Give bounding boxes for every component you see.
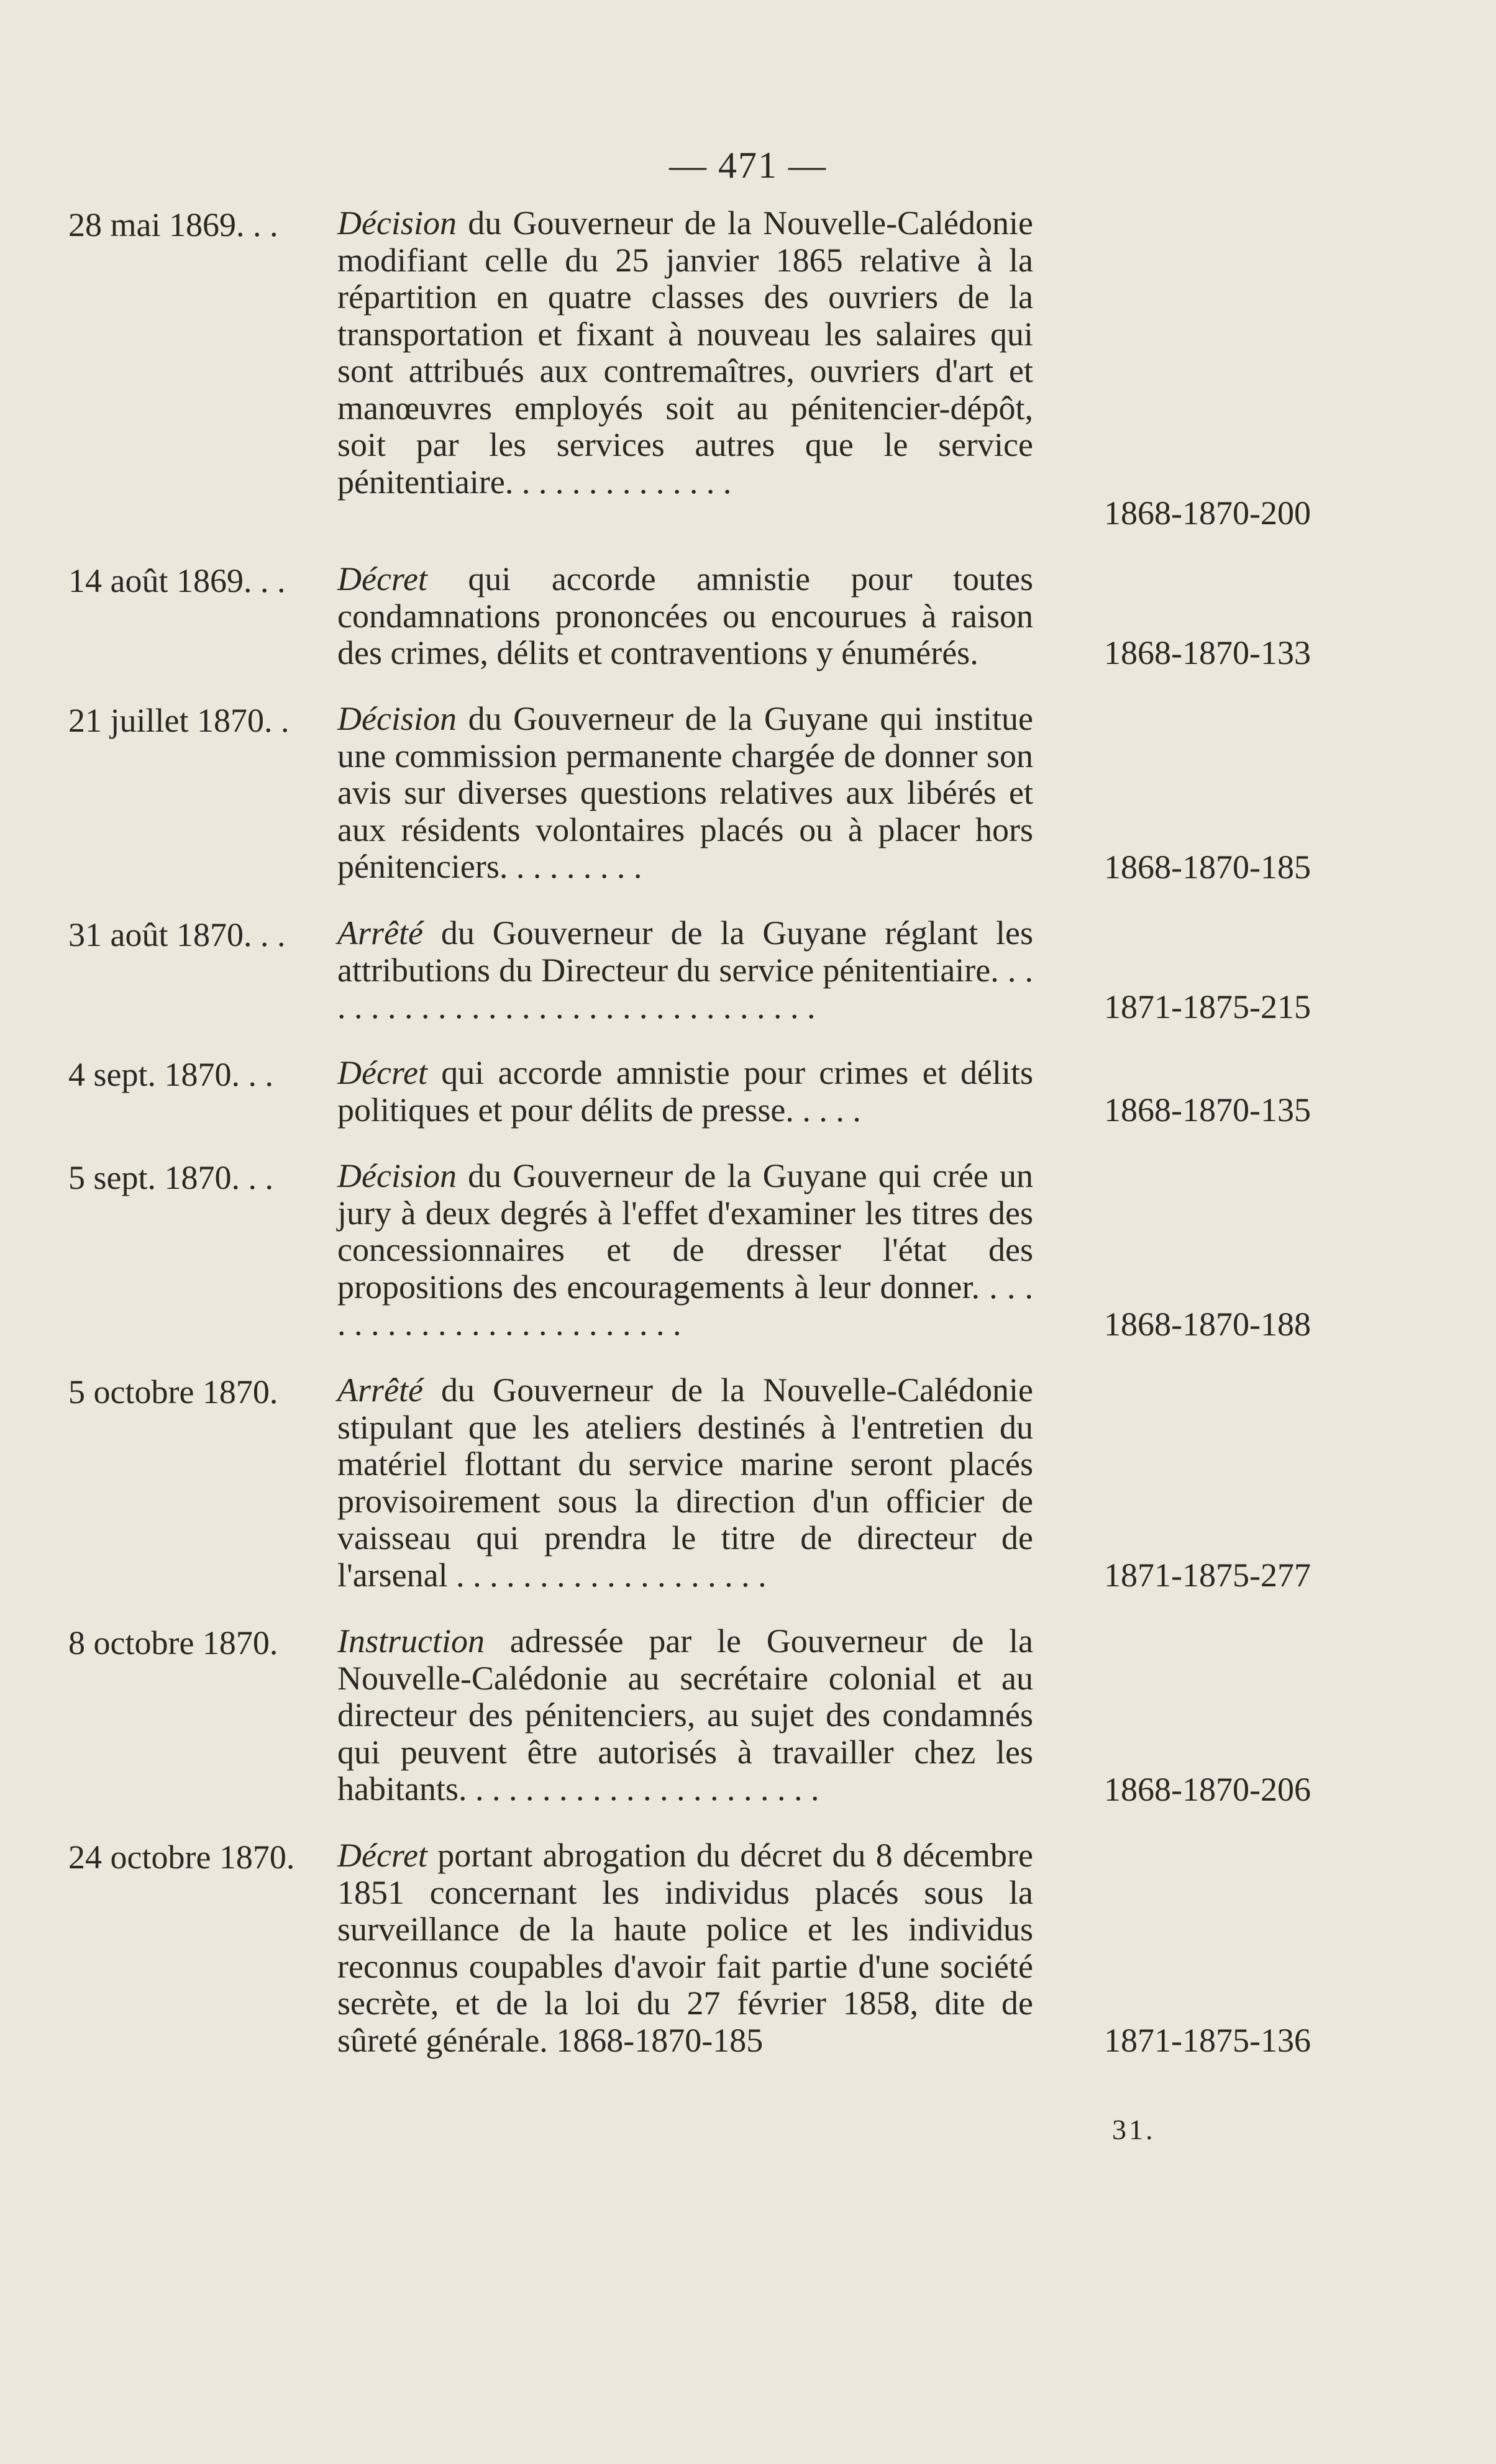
entry-act-type: Arrêté — [337, 1371, 423, 1409]
list-item — [68, 701, 1311, 886]
entry-date: 14 août 1869. . . — [68, 562, 286, 599]
entry-date: 28 mai 1869. . . — [68, 206, 278, 243]
entry-date: 21 juillet 1870. . — [68, 702, 290, 739]
entry-text: du Gouverneur de la Nouvelle-Calédonie modifiant celle du 25 janvier 1865 relative à la répartition en quatre classes des ouvriers de la transportation et fixant à nouveau les salaires qui sont attribués aux contremaîtres, ouvriers d'art et manœuvres employés soit au pénitencier-dépôt, soit par les services autres que le service pénitentiaire. . . . . . . . . . . . . . — [337, 204, 1033, 501]
signature-mark: 31. — [1112, 2114, 1156, 2145]
entry-description — [337, 1623, 1033, 1808]
list-item — [68, 1055, 1311, 1129]
entry-reference: 1868-1870-188 — [1104, 1305, 1311, 1343]
entry-description — [337, 915, 1033, 1026]
list-item — [68, 561, 1311, 671]
entry-reference: 1868-1870-185 — [1104, 848, 1311, 886]
chronological-list — [68, 205, 1311, 2088]
entry-text: du Gouverneur de la Nouvelle-Calédonie stipulant que les ateliers destinés à l'entretien du matériel flottant du service marine seront placés provisoirement sous la direction d'un officier de vaisseau qui prendra le titre de directeur de l'arsenal . . . . . . . . . . . . . . . . . . . — [337, 1371, 1033, 1594]
entry-act-type: Décision — [337, 1157, 457, 1194]
entry-date: 31 août 1870. . . — [68, 916, 286, 953]
entry-date: 5 sept. 1870. . . — [68, 1159, 273, 1196]
entry-description — [337, 205, 1033, 501]
entry-date: 4 sept. 1870. . . — [68, 1056, 273, 1093]
entry-date: 24 octobre 1870. — [68, 1839, 295, 1876]
entry-text: portant abrogation du décret du 8 décembre 1851 concernant les individus placés sous la surveillance de la haute police et les individus reconnus coupables d'avoir fait partie d'une société secrète, et de la loi du 27 février 1858, dite de sûreté générale. 1868-1870-185 — [337, 1837, 1033, 2059]
entry-text: du Gouverneur de la Guyane réglant les attributions du Directeur du service pénitentiaire. . . . . . . . . . . . . . . . . . . . . . . . . . . . . . . . — [337, 914, 1033, 1025]
entry-description — [337, 1837, 1033, 2059]
entry-act-type: Décret — [337, 1837, 427, 1874]
entry-description — [337, 1158, 1033, 1343]
entry-act-type: Instruction — [337, 1622, 485, 1660]
entry-description — [337, 561, 1033, 672]
entry-date: 8 octobre 1870. — [68, 1624, 278, 1662]
list-item — [68, 1372, 1311, 1594]
entry-description — [337, 1055, 1033, 1129]
list-item — [68, 1623, 1311, 1808]
entry-text: qui accorde amnistie pour crimes et délits politiques et pour délits de presse. . . . . — [337, 1054, 1033, 1129]
entry-act-type: Décision — [337, 700, 457, 737]
entry-reference: 1871-1875-215 — [1104, 988, 1311, 1025]
entry-text: du Gouverneur de la Guyane qui crée un jury à deux degrés à l'effet d'examiner les titres des concessionnaires et de dresser l'état des propositions des encouragements à leur donner. . . . . . . . . . . . . . . . . . . . . . . . . — [337, 1157, 1033, 1342]
list-item — [68, 1158, 1311, 1343]
entry-act-type: Arrêté — [337, 914, 423, 952]
list-item — [68, 915, 1311, 1025]
entry-date: 5 octobre 1870. — [68, 1373, 278, 1411]
entry-act-type: Décret — [337, 1054, 427, 1091]
entry-text: du Gouverneur de la Guyane qui institue une commission permanente chargée de donner son avis sur diverses questions relatives aux libérés et aux résidents volontaires placés ou à placer hors pénitenciers. . . . . . . . . — [337, 700, 1033, 885]
entry-reference: 1868-1870-200 — [1104, 494, 1311, 532]
entry-description — [337, 701, 1033, 886]
entry-reference: 1868-1870-133 — [1104, 634, 1311, 671]
page-number: — 471 — — [669, 145, 827, 186]
entry-reference: 1871-1875-277 — [1104, 1556, 1311, 1594]
entry-text: adressée par le Gouverneur de la Nouvelle-Calédonie au secrétaire colonial et au directeur des pénitenciers, au sujet des condamnés qui peuvent être autorisés à travailler chez les habitants. . . . . . . . . . . . . . . . . . . . . . — [337, 1622, 1033, 1807]
entry-reference: 1868-1870-206 — [1104, 1770, 1311, 1808]
list-item — [68, 205, 1311, 532]
entry-act-type: Décision — [337, 204, 457, 242]
entry-reference: 1868-1870-135 — [1104, 1091, 1311, 1129]
list-item — [68, 1837, 1311, 2059]
entry-description — [337, 1372, 1033, 1594]
entry-text: qui accorde amnistie pour toutes condamnations prononcées ou encourues à raison des crimes, délits et contraventions y énumérés. — [337, 560, 1033, 671]
entry-reference: 1871-1875-136 — [1104, 2021, 1311, 2059]
entry-act-type: Décret — [337, 560, 427, 598]
